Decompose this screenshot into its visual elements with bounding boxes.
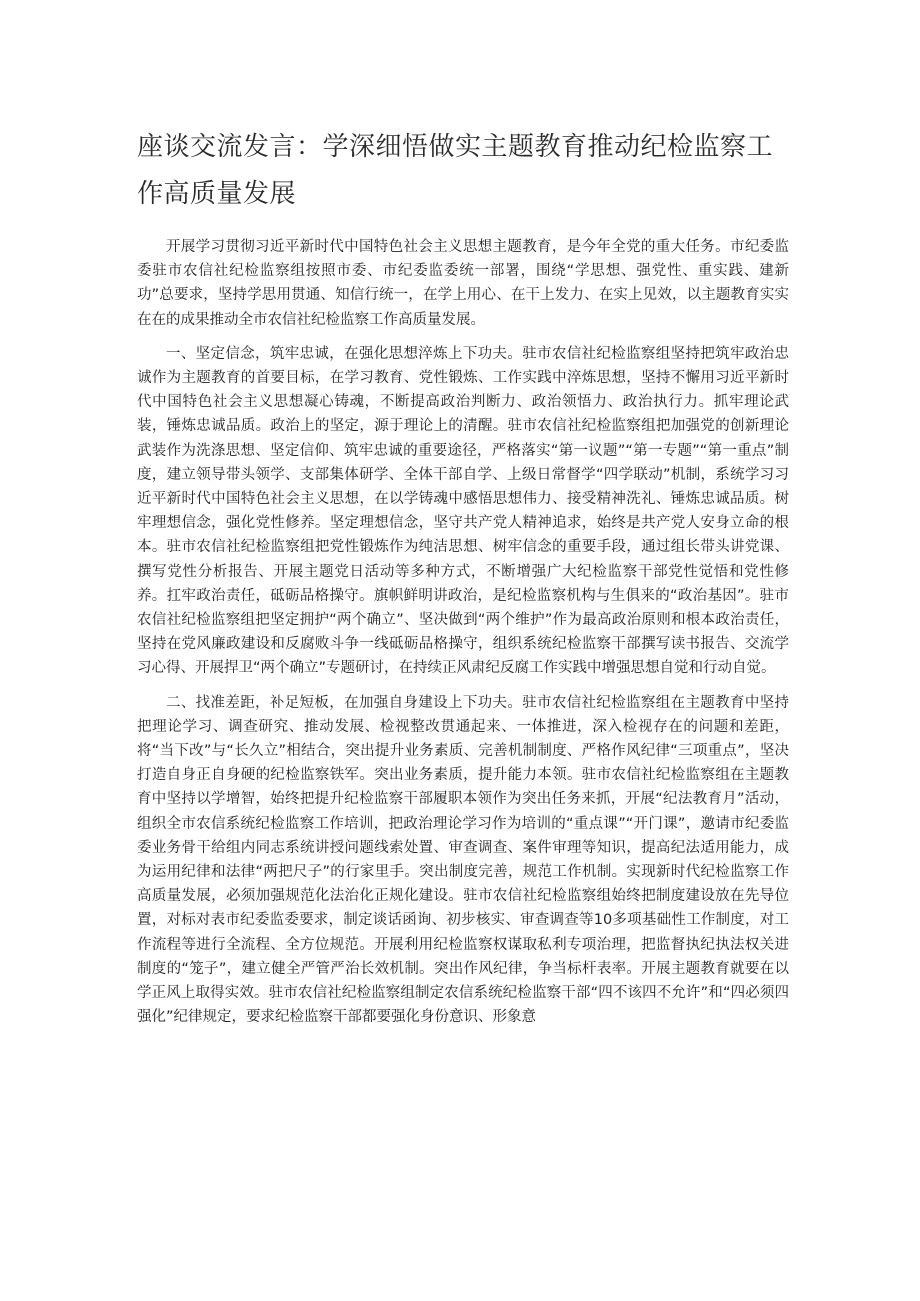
paragraph-section-one: 一、坚定信念，筑牢忠诚，在强化思想淬炼上下功夫。驻市农信社纪检监察组坚持把筑牢政治忠诚作为主题教育的首要目标，在学习教育、党性锻炼、工作实践中淬炼思想，坚持不懈用习近平新时代中国特色社会主义思想凝心铸魂，不断提高政治判断力、政治领悟力、政治执行力。抓牢理论武装，锤炼忠诚品质。政治上的坚定，源于理论上的清醒。驻市农信社纪检监察组把加强党的创新理论武装作为洗涤思想、坚定信仰、筑牢忠诚的重要途径，严格落实“第一议题”“第一专题”“第一重点”制度，建立领导带头领学、支部集体研学、全体干部自学、上级日常督学“四学联动”机制，系统学习习近平新时代中国特色社会主义思想，在以学铸魂中感悟思想伟力、接受精神洗礼、锤炼忠诚品质。树牢理想信念，强化党性修养。坚定理想信念，坚守共产党人精神追求，始终是共产党人安身立命的根本。驻市农信社纪检监察组把党性锻炼作为纯洁思想、树牢信念的重要手段，通过组长带头讲党课、撰写党性分析报告、开展主题党日活动等多种方式，不断增强广大纪检监察干部党性觉悟和党性修养。扛牢政治责任，砥砺品格操守。旗帜鲜明讲政治，是纪检监察机构与生俱来的“政治基因”。驻市农信社纪检监察组把坚定拥护“两个确立”、坚决做到“两个维护”作为最高政治原则和根本政治责任，坚持在党风廉政建设和反腐败斗争一线砥砺品格操守，组织系统纪检监察干部撰写读书报告、交流学习心得、开展捍卫“两个确立”专题研讨，在持续正风肃纪反腐工作实践中增强思想自觉和行动自觉。: [137, 345, 789, 677]
document-title: 座谈交流发言：学深细悟做实主题教育推动纪检监察工作高质量发展: [137, 132, 774, 209]
paragraph-section-two: 二、找准差距，补足短板，在加强自身建设上下功夫。驻市农信社纪检监察组在主题教育中坚持把理论学习、调查研究、推动发展、检视整改贯通起来、一体推进，深入检视存在的问题和差距，将“当下改”与“长久立”相结合，突出提升业务素质、完善机制制度、严格作风纪律“三项重点”，坚决打造自身正自身硬的纪检监察铁军。突出业务素质，提升能力本领。驻市农信社纪检监察组在主题教育中坚持以学增智，始终把提升纪检监察干部履职本领作为突出任务来抓，开展“纪法教育月”活动，组织全市农信系统纪检监察工作培训，把政治理论学习作为培训的“重点课”“开门课”，邀请市纪委监委业务骨干给组内同志系统讲授问题线索处置、审查调查、案件审理等知识，提高纪法适用能力，成为运用纪律和法律“两把尺子”的行家里手。突出制度完善，规范工作机制。实现新时代纪检监察工作高质量发展，必须加强规范化法治化正规化建设。驻市农信社纪检监察组始终把制度建设放在先导位置，对标对表市纪委监委要求，制定谈话函询、初步核实、审查调查等10多项基础性工作制度，对工作流程等进行全流程、全方位规范。开展利用纪检监察权谋取私利专项治理，把监督执纪执法权关进制度的“笼子”，建立健全严管严治长效机制。突出作风纪律，争当标杆表率。开展主题教育就要在以学正风上取得实效。驻市农信社纪检监察组制定农信系统纪检监察干部“四不该四不允许”和“四必须四强化”纪律规定，要求纪检监察干部都要强化身份意识、形象意: [137, 694, 789, 1026]
paragraph-intro: 开展学习贯彻习近平新时代中国特色社会主义思想主题教育，是今年全党的重大任务。市纪委监委驻市农信社纪检监察组按照市委、市纪委监委统一部署，围绕“学思想、强党性、重实践、建新功”总要求，坚持学思用贯通、知信行统一，在学上用心、在干上发力、在实上见效，以主题教育实实在在的成果推动全市农信社纪检监察工作高质量发展。: [137, 239, 789, 328]
document-body: [137, 235, 789, 1040]
